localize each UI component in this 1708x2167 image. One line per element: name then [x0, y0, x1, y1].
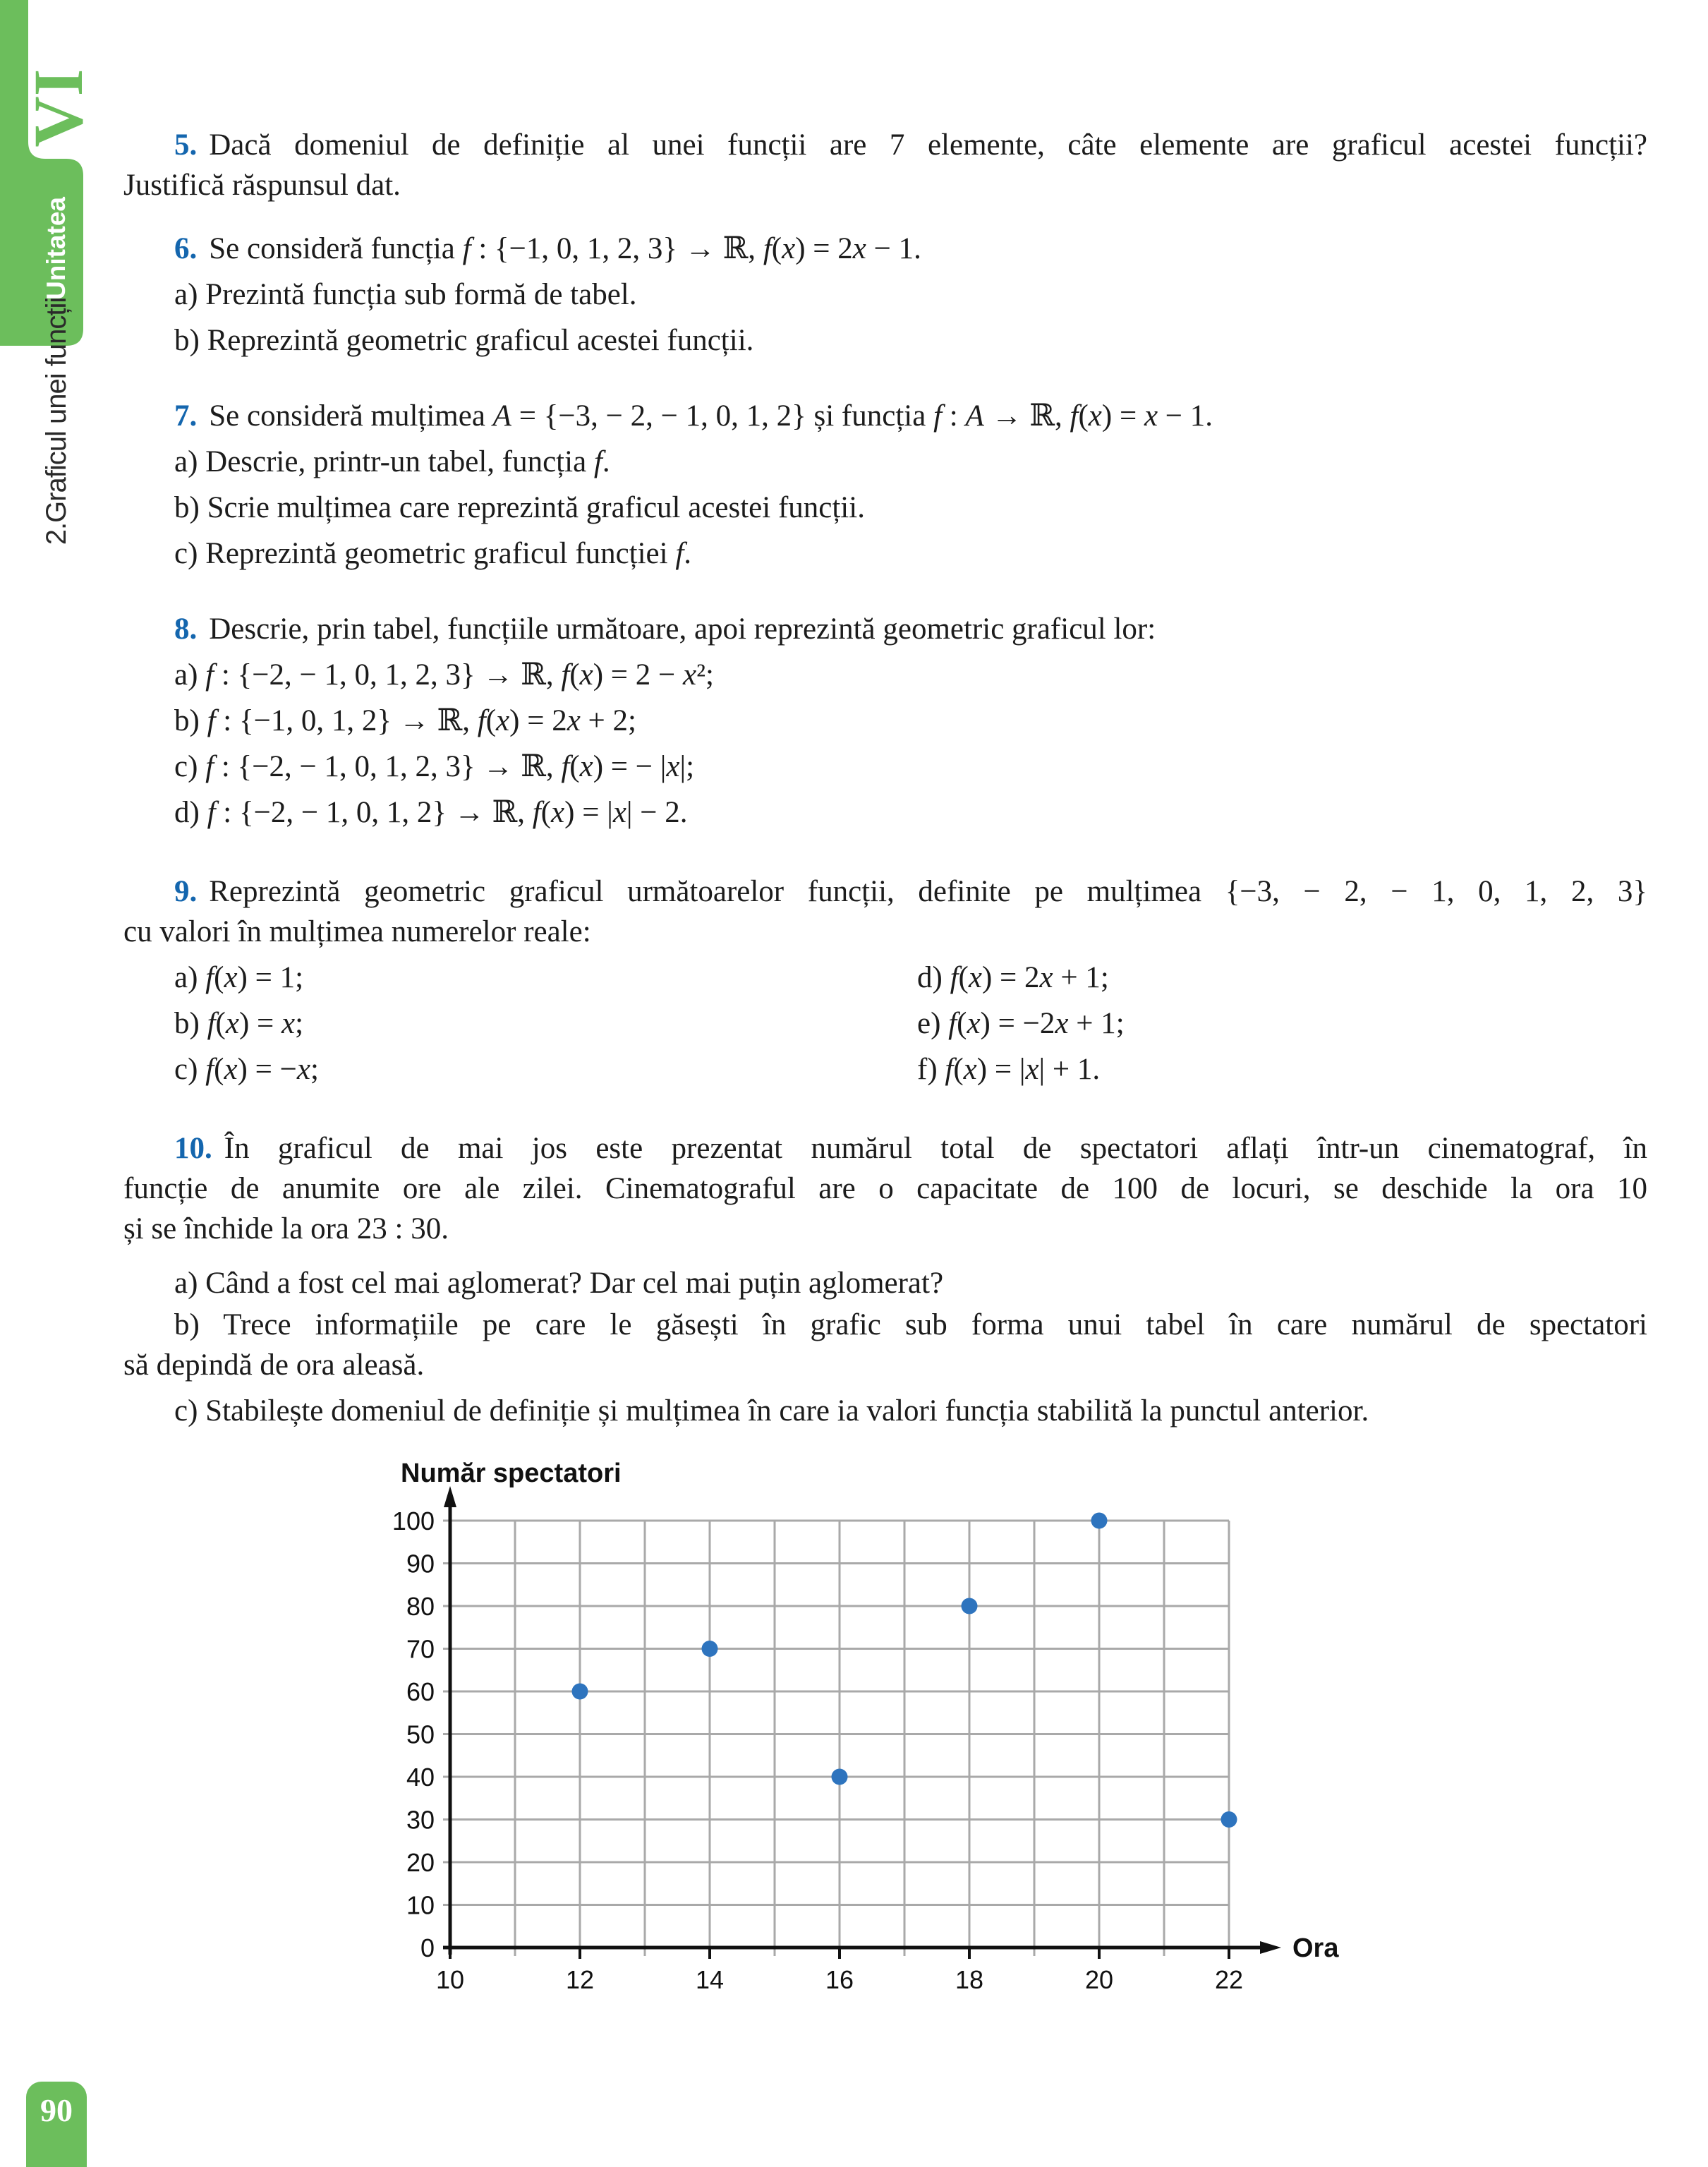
math-variable: x: [224, 1053, 238, 1086]
x-tick-label: 20: [1084, 1965, 1114, 1994]
math-variable: x: [225, 1007, 239, 1040]
text-run: c) Reprezintă geometric graficul funcției: [174, 537, 676, 570]
text-run: ) = 2 −: [593, 658, 684, 692]
exercise-line: [123, 1128, 1647, 1169]
chart-canvas: [381, 1439, 1411, 2075]
x-axis-title: Ora: [1292, 1933, 1339, 1963]
text-run: Reprezintă geometric graficul următoarelor funcții, definite pe mulțimea {−3, − 2, − 1, 0, 1, 2, 3}: [209, 875, 1647, 908]
text-run: ) = −: [237, 1053, 297, 1086]
y-tick-label: 10: [406, 1890, 435, 1920]
math-variable: x: [782, 232, 796, 265]
math-variable: x: [1025, 1053, 1039, 1086]
math-variable: f: [207, 704, 216, 737]
exercise-line: [123, 533, 1647, 574]
math-variable: x: [224, 961, 238, 994]
text-run: b) Trece informațiile pe care le găsești în grafic sub forma unui tabel în care numărul de spectatori: [174, 1308, 1647, 1341]
text-run: ) = 1;: [237, 961, 304, 994]
y-axis-arrow-icon: [444, 1486, 456, 1507]
math-variable: x: [683, 658, 697, 692]
math-variable: f: [948, 1007, 957, 1040]
text-run: ) = − |: [593, 750, 667, 783]
text-run: (: [957, 1007, 967, 1040]
page-number: 90: [40, 2092, 73, 2128]
text-run: : {−2, − 1, 0, 1, 2, 3} → ℝ,: [214, 750, 562, 783]
text-run: (: [958, 961, 969, 994]
text-run: cu valori în mulțimea numerelor reale:: [123, 915, 591, 948]
math-variable: x: [1055, 1007, 1069, 1040]
text-run: (: [214, 1053, 224, 1086]
exercise-line: [123, 871, 1647, 912]
math-variable: f: [205, 1053, 214, 1086]
spectators-chart: [381, 1439, 1411, 2075]
text-run: = {−3, − 2, − 1, 0, 1, 2} și funcția: [511, 399, 934, 433]
exercise-line: [123, 958, 1647, 998]
text-run: (: [485, 704, 497, 737]
text-run: Descrie, prin tabel, funcțiile următoare, apoi reprezintă geometric graficul lor:: [209, 612, 1156, 646]
text-run: ) = |: [976, 1053, 1026, 1086]
text-run: Se consideră mulțimea: [209, 399, 493, 433]
math-variable: x: [1088, 399, 1102, 433]
text-run: și se închide la ora 23 : 30.: [123, 1212, 449, 1245]
x-tick-label: 16: [825, 1965, 854, 1994]
math-variable: x: [666, 750, 680, 783]
math-variable: x: [579, 658, 593, 692]
exercise-number: 10.: [174, 1132, 212, 1165]
math-variable: x: [567, 704, 581, 737]
math-variable: x: [551, 796, 565, 829]
x-tick-label: 22: [1214, 1965, 1244, 1994]
chapter-label: 2.Graficul unei funcții: [40, 297, 72, 545]
text-run: + 2;: [580, 704, 636, 737]
math-variable: f: [561, 750, 570, 783]
text-run: a) Când a fost cel mai aglomerat? Dar cel mai puțin aglomerat?: [174, 1267, 944, 1300]
y-tick-label: 40: [406, 1763, 435, 1792]
text-run: d): [174, 796, 207, 829]
exercise-line: [123, 274, 1647, 315]
y-tick-label: 90: [406, 1549, 435, 1579]
data-point: [702, 1641, 718, 1657]
text-run: ;: [310, 1053, 319, 1086]
text-run: a) Descrie, printr-un tabel, funcția: [174, 445, 594, 478]
text-run: : {−1, 0, 1, 2} → ℝ,: [215, 704, 478, 737]
text-run: Dacă domeniul de definiție al unei funcții are 7 elemente, câte elemente are graficul acestei funcții?: [209, 128, 1647, 162]
exercise-line: [123, 1003, 1647, 1044]
math-variable: f: [532, 796, 541, 829]
text-run: : {−1, 0, 1, 2, 3} → ℝ,: [471, 232, 763, 265]
text-run: |;: [679, 750, 695, 783]
text-run: f): [917, 1053, 945, 1086]
math-variable: f: [205, 658, 214, 692]
exercise-number: 5.: [174, 128, 198, 162]
exercise-line: [123, 442, 1647, 482]
math-variable: f: [945, 1053, 954, 1086]
unit-label: Unitatea: [42, 197, 71, 300]
text-run: (: [569, 658, 580, 692]
text-run: ) = −2: [980, 1007, 1055, 1040]
y-tick-label: 0: [420, 1933, 435, 1962]
text-run: b) Scrie mulțimea care reprezintă graficul acestei funcții.: [174, 491, 865, 524]
text-run: În graficul de mai jos este prezentat numărul total de spectatori aflați într-un cinematograf, în: [224, 1132, 1647, 1165]
math-variable: A: [965, 399, 984, 433]
text-run: să depindă de ora aleasă.: [123, 1348, 425, 1382]
exercise-line: [123, 1305, 1647, 1345]
text-run: ) = 2: [795, 232, 853, 265]
math-variable: x: [1144, 399, 1158, 433]
exercise-line: [123, 609, 1647, 649]
math-variable: x: [281, 1007, 296, 1040]
text-run: funcție de anumite ore ale zilei. Cinematograful are o capacitate de 100 de locuri, se deschide la ora 10: [123, 1172, 1647, 1205]
text-run: b): [174, 704, 207, 737]
exercise-line: [123, 488, 1647, 528]
math-variable: x: [579, 750, 593, 783]
math-variable: x: [496, 704, 510, 737]
y-tick-label: 60: [406, 1677, 435, 1706]
text-run: ) = 2: [981, 961, 1040, 994]
math-variable: x: [296, 1053, 310, 1086]
text-run: c): [174, 750, 206, 783]
text-run: (: [215, 1007, 226, 1040]
math-variable: x: [967, 1007, 981, 1040]
x-tick-label: 14: [695, 1965, 725, 1994]
math-variable: f: [763, 232, 772, 265]
exercise-line: [123, 229, 1647, 269]
math-variable: f: [207, 796, 216, 829]
exercise-line-col2: [917, 1049, 1100, 1089]
math-variable: x: [852, 232, 866, 265]
text-run: : {−2, − 1, 0, 1, 2, 3} → ℝ,: [214, 658, 562, 692]
math-variable: f: [205, 750, 214, 783]
exercise-line: [123, 792, 1647, 833]
text-run: − 1.: [866, 232, 921, 265]
text-run: → ℝ,: [983, 399, 1070, 433]
exercise-number: 6.: [174, 232, 198, 265]
math-variable: A: [492, 399, 511, 433]
text-run: a): [174, 961, 206, 994]
exercise-line: [123, 912, 1647, 952]
text-run: a): [174, 658, 206, 692]
exercise-line: [123, 747, 1647, 787]
y-tick-label: 100: [392, 1507, 435, 1535]
data-point: [572, 1684, 588, 1700]
exercise-line: [123, 1049, 1647, 1089]
page-number-badge: [26, 2082, 87, 2167]
unit-roman-numeral: VI: [18, 68, 97, 147]
y-tick-label: 80: [406, 1592, 435, 1621]
text-run: Se consideră funcția: [209, 232, 463, 265]
y-tick-label: 30: [406, 1805, 435, 1835]
text-run: ²;: [696, 658, 714, 692]
exercise-line: [123, 1391, 1647, 1431]
text-run: : {−2, − 1, 0, 1, 2} → ℝ,: [215, 796, 533, 829]
y-tick-label: 20: [406, 1848, 435, 1877]
text-run: ) =: [1101, 399, 1144, 433]
exercise-line: [123, 165, 1647, 205]
text-run: :: [942, 399, 966, 433]
chart-title: Număr spectatori: [401, 1459, 622, 1488]
exercise-line-col2: [917, 958, 1109, 998]
exercise-line: [123, 701, 1647, 741]
x-axis-arrow-icon: [1260, 1941, 1281, 1954]
exercise-line: [123, 1209, 1647, 1249]
math-variable: f: [462, 232, 471, 265]
exercise-line: [123, 655, 1647, 695]
text-run: ) = 2: [509, 704, 567, 737]
x-tick-label: 12: [565, 1965, 595, 1994]
exercise-number: 9.: [174, 875, 198, 908]
text-run: b): [174, 1007, 207, 1040]
text-run: .: [684, 537, 692, 570]
exercise-line: [123, 1263, 1647, 1303]
text-run: ) = |: [564, 796, 613, 829]
text-run: (: [214, 961, 224, 994]
math-variable: f: [593, 445, 602, 478]
math-variable: f: [477, 704, 486, 737]
y-tick-label: 70: [406, 1634, 435, 1664]
exercise-list: [123, 125, 1647, 1431]
text-run: + 1;: [1053, 961, 1109, 994]
text-run: b) Reprezintă geometric graficul acestei funcții.: [174, 324, 754, 357]
exercise-line: [123, 125, 1647, 165]
math-variable: x: [968, 961, 982, 994]
text-run: − 1.: [1158, 399, 1213, 433]
text-run: (: [540, 796, 552, 829]
data-point: [1091, 1513, 1108, 1529]
math-variable: x: [1039, 961, 1053, 994]
text-run: .: [602, 445, 610, 478]
math-variable: f: [207, 1007, 216, 1040]
text-run: ) =: [238, 1007, 282, 1040]
math-variable: x: [963, 1053, 977, 1086]
math-variable: f: [675, 537, 684, 570]
text-run: | − 2.: [626, 796, 688, 829]
exercise-number: 7.: [174, 399, 198, 433]
text-run: (: [1078, 399, 1089, 433]
math-variable: f: [205, 961, 214, 994]
data-point: [1221, 1811, 1237, 1828]
math-variable: f: [1070, 399, 1079, 433]
exercise-number: 8.: [174, 612, 198, 646]
text-run: c): [174, 1053, 206, 1086]
exercise-line: [123, 1169, 1647, 1209]
text-run: c) Stabilește domeniul de definiție și mulțimea în care ia valori funcția stabilită la punctul anterior.: [174, 1394, 1369, 1427]
exercise-line: [123, 320, 1647, 361]
text-run: Justifică răspunsul dat.: [123, 169, 401, 202]
math-variable: x: [612, 796, 626, 829]
text-run: + 1;: [1068, 1007, 1125, 1040]
x-tick-label: 10: [435, 1965, 465, 1994]
x-tick-label: 18: [955, 1965, 984, 1994]
text-run: | + 1.: [1038, 1053, 1101, 1086]
text-run: d): [917, 961, 950, 994]
text-run: (: [771, 232, 782, 265]
math-variable: f: [950, 961, 959, 994]
math-variable: f: [933, 399, 943, 433]
text-run: e): [917, 1007, 949, 1040]
exercise-line: [123, 1345, 1647, 1385]
text-run: ;: [295, 1007, 304, 1040]
text-run: a) Prezintă funcția sub formă de tabel.: [174, 278, 637, 311]
exercise-line-col2: [917, 1003, 1125, 1044]
data-point: [962, 1598, 978, 1614]
data-point: [832, 1769, 848, 1785]
y-tick-label: 50: [406, 1720, 435, 1749]
math-variable: f: [561, 658, 570, 692]
text-run: (: [953, 1053, 964, 1086]
exercise-line: [123, 396, 1647, 436]
text-run: (: [569, 750, 580, 783]
